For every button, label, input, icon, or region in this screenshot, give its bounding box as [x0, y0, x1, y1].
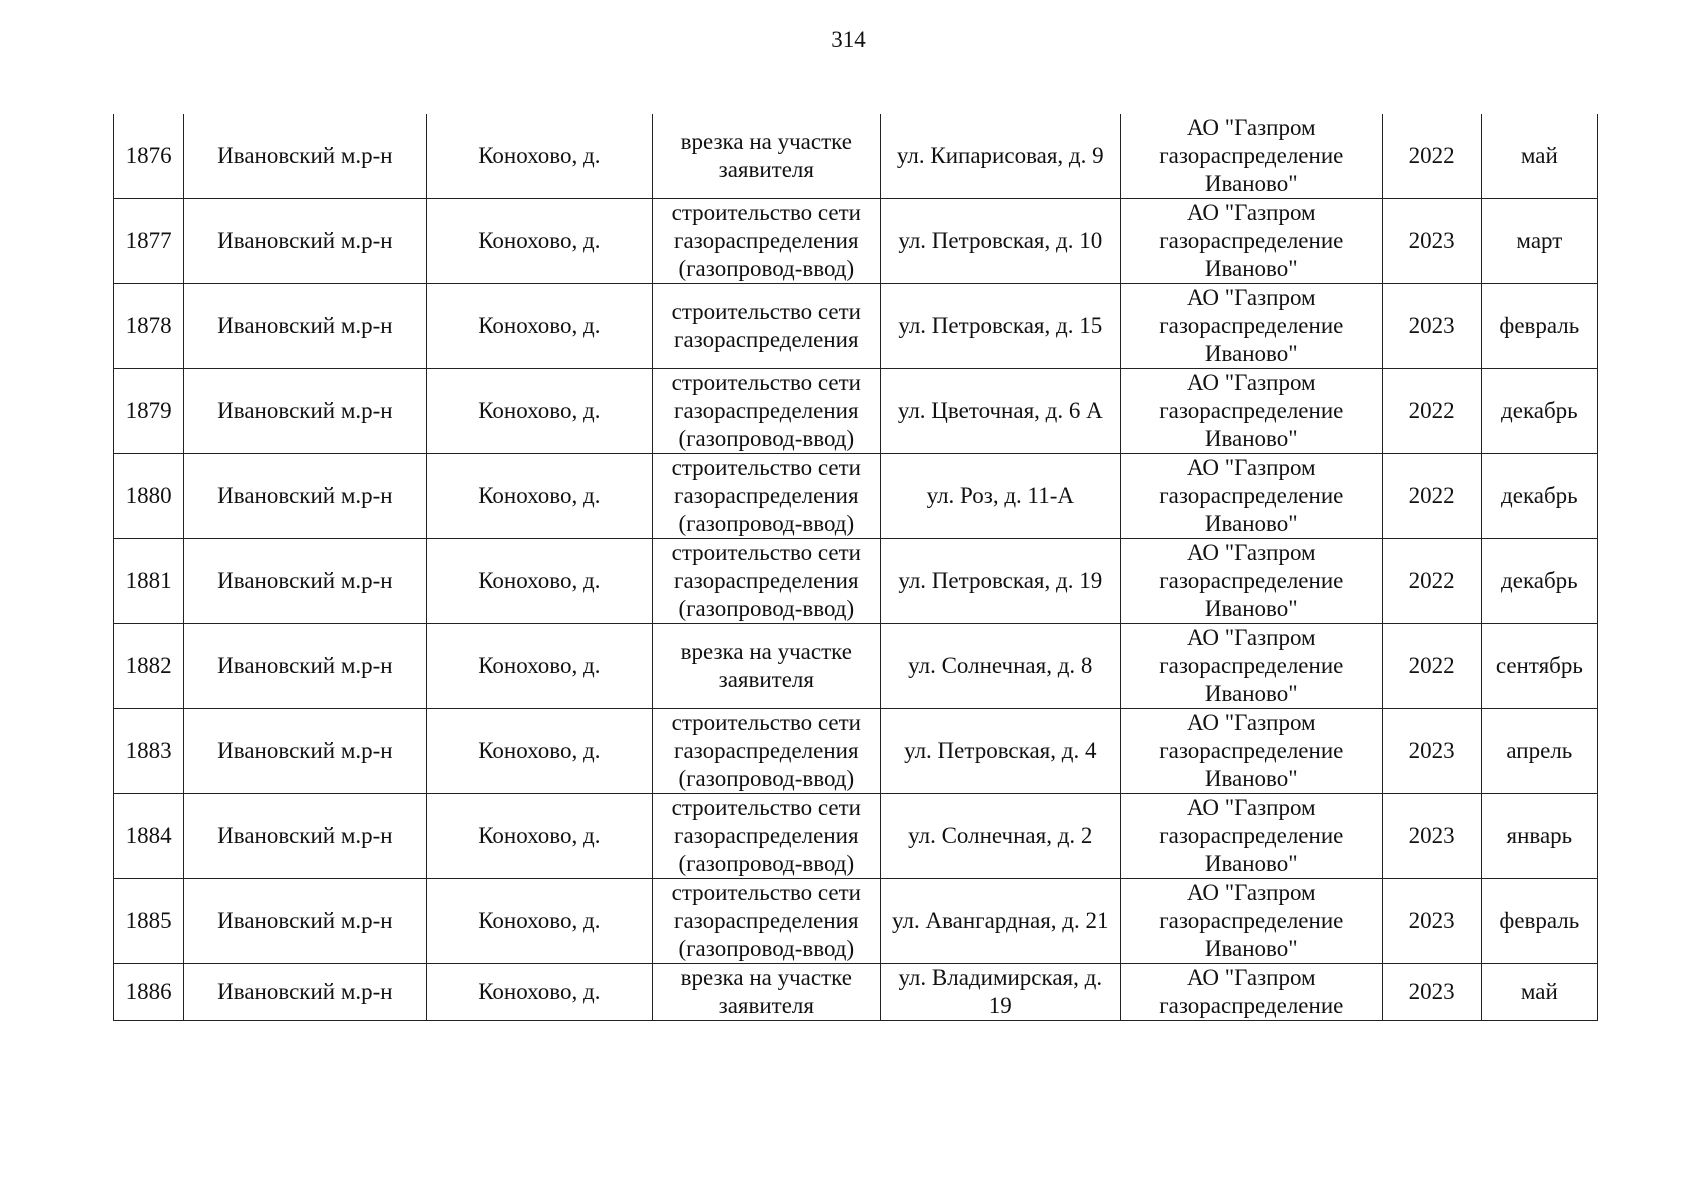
- year-cell: 2023: [1382, 794, 1481, 879]
- organization-cell: АО "Газпром газораспределение: [1121, 964, 1383, 1021]
- gas-connection-table: [113, 114, 1598, 1021]
- address-cell: ул. Цветочная, д. 6 А: [880, 369, 1120, 454]
- table-body: [114, 114, 1598, 1021]
- organization-cell: АО "Газпром газораспределение Иваново": [1121, 369, 1383, 454]
- work-type-cell: строительство сети газораспределения (газопровод-ввод): [653, 539, 880, 624]
- year-cell: 2023: [1382, 284, 1481, 369]
- month-cell: январь: [1481, 794, 1597, 879]
- district-cell: Ивановский м.р-н: [184, 114, 426, 199]
- row-number-cell: 1884: [114, 794, 184, 879]
- district-cell: Ивановский м.р-н: [184, 879, 426, 964]
- organization-cell: АО "Газпром газораспределение Иваново": [1121, 539, 1383, 624]
- table-row: [114, 199, 1598, 284]
- row-number-cell: 1877: [114, 199, 184, 284]
- table-row: [114, 709, 1598, 794]
- month-cell: сентябрь: [1481, 624, 1597, 709]
- work-type-cell: врезка на участке заявителя: [653, 624, 880, 709]
- work-type-cell: строительство сети газораспределения (газопровод-ввод): [653, 199, 880, 284]
- month-cell: март: [1481, 199, 1597, 284]
- row-number-cell: 1885: [114, 879, 184, 964]
- district-cell: Ивановский м.р-н: [184, 454, 426, 539]
- locality-cell: Конохово, д.: [426, 284, 652, 369]
- month-cell: декабрь: [1481, 454, 1597, 539]
- table-row: [114, 114, 1598, 199]
- year-cell: 2023: [1382, 879, 1481, 964]
- row-number-cell: 1883: [114, 709, 184, 794]
- work-type-cell: строительство сети газораспределения (газопровод-ввод): [653, 709, 880, 794]
- month-cell: апрель: [1481, 709, 1597, 794]
- address-cell: ул. Петровская, д. 10: [880, 199, 1120, 284]
- locality-cell: Конохово, д.: [426, 114, 652, 199]
- row-number-cell: 1881: [114, 539, 184, 624]
- address-cell: ул. Петровская, д. 15: [880, 284, 1120, 369]
- row-number-cell: 1878: [114, 284, 184, 369]
- organization-cell: АО "Газпром газораспределение Иваново": [1121, 794, 1383, 879]
- organization-cell: АО "Газпром газораспределение Иваново": [1121, 624, 1383, 709]
- locality-cell: Конохово, д.: [426, 794, 652, 879]
- locality-cell: Конохово, д.: [426, 454, 652, 539]
- district-cell: Ивановский м.р-н: [184, 964, 426, 1021]
- work-type-cell: врезка на участке заявителя: [653, 114, 880, 199]
- work-type-cell: строительство сети газораспределения (газопровод-ввод): [653, 369, 880, 454]
- address-cell: ул. Авангардная, д. 21: [880, 879, 1120, 964]
- organization-cell: АО "Газпром газораспределение Иваново": [1121, 199, 1383, 284]
- locality-cell: Конохово, д.: [426, 964, 652, 1021]
- district-cell: Ивановский м.р-н: [184, 199, 426, 284]
- month-cell: май: [1481, 114, 1597, 199]
- district-cell: Ивановский м.р-н: [184, 709, 426, 794]
- district-cell: Ивановский м.р-н: [184, 539, 426, 624]
- locality-cell: Конохово, д.: [426, 709, 652, 794]
- address-cell: ул. Солнечная, д. 2: [880, 794, 1120, 879]
- locality-cell: Конохово, д.: [426, 879, 652, 964]
- row-number-cell: 1876: [114, 114, 184, 199]
- table-row: [114, 964, 1598, 1021]
- locality-cell: Конохово, д.: [426, 539, 652, 624]
- address-cell: ул. Роз, д. 11-А: [880, 454, 1120, 539]
- row-number-cell: 1886: [114, 964, 184, 1021]
- locality-cell: Конохово, д.: [426, 369, 652, 454]
- year-cell: 2022: [1382, 539, 1481, 624]
- year-cell: 2022: [1382, 114, 1481, 199]
- locality-cell: Конохово, д.: [426, 624, 652, 709]
- work-type-cell: строительство сети газораспределения (газопровод-ввод): [653, 794, 880, 879]
- district-cell: Ивановский м.р-н: [184, 369, 426, 454]
- page-number: 314: [831, 27, 866, 52]
- address-cell: ул. Петровская, д. 19: [880, 539, 1120, 624]
- year-cell: 2023: [1382, 199, 1481, 284]
- address-cell: ул. Петровская, д. 4: [880, 709, 1120, 794]
- year-cell: 2022: [1382, 624, 1481, 709]
- table-row: [114, 879, 1598, 964]
- year-cell: 2023: [1382, 964, 1481, 1021]
- district-cell: Ивановский м.р-н: [184, 624, 426, 709]
- table-row: [114, 794, 1598, 879]
- organization-cell: АО "Газпром газораспределение Иваново": [1121, 709, 1383, 794]
- month-cell: май: [1481, 964, 1597, 1021]
- table-row: [114, 539, 1598, 624]
- address-cell: ул. Кипарисовая, д. 9: [880, 114, 1120, 199]
- organization-cell: АО "Газпром газораспределение Иваново": [1121, 879, 1383, 964]
- work-type-cell: строительство сети газораспределения (газопровод-ввод): [653, 879, 880, 964]
- work-type-cell: врезка на участке заявителя: [653, 964, 880, 1021]
- organization-cell: АО "Газпром газораспределение Иваново": [1121, 114, 1383, 199]
- address-cell: ул. Солнечная, д. 8: [880, 624, 1120, 709]
- table-row: [114, 624, 1598, 709]
- table-row: [114, 284, 1598, 369]
- district-cell: Ивановский м.р-н: [184, 794, 426, 879]
- work-type-cell: строительство сети газораспределения (газопровод-ввод): [653, 454, 880, 539]
- work-type-cell: строительство сети газораспределения: [653, 284, 880, 369]
- year-cell: 2022: [1382, 454, 1481, 539]
- month-cell: декабрь: [1481, 539, 1597, 624]
- month-cell: февраль: [1481, 879, 1597, 964]
- district-cell: Ивановский м.р-н: [184, 284, 426, 369]
- organization-cell: АО "Газпром газораспределение Иваново": [1121, 454, 1383, 539]
- year-cell: 2023: [1382, 709, 1481, 794]
- organization-cell: АО "Газпром газораспределение Иваново": [1121, 284, 1383, 369]
- month-cell: декабрь: [1481, 369, 1597, 454]
- address-cell: ул. Владимирская, д. 19: [880, 964, 1120, 1021]
- table-row: [114, 454, 1598, 539]
- table-row: [114, 369, 1598, 454]
- year-cell: 2022: [1382, 369, 1481, 454]
- month-cell: февраль: [1481, 284, 1597, 369]
- locality-cell: Конохово, д.: [426, 199, 652, 284]
- row-number-cell: 1879: [114, 369, 184, 454]
- row-number-cell: 1880: [114, 454, 184, 539]
- row-number-cell: 1882: [114, 624, 184, 709]
